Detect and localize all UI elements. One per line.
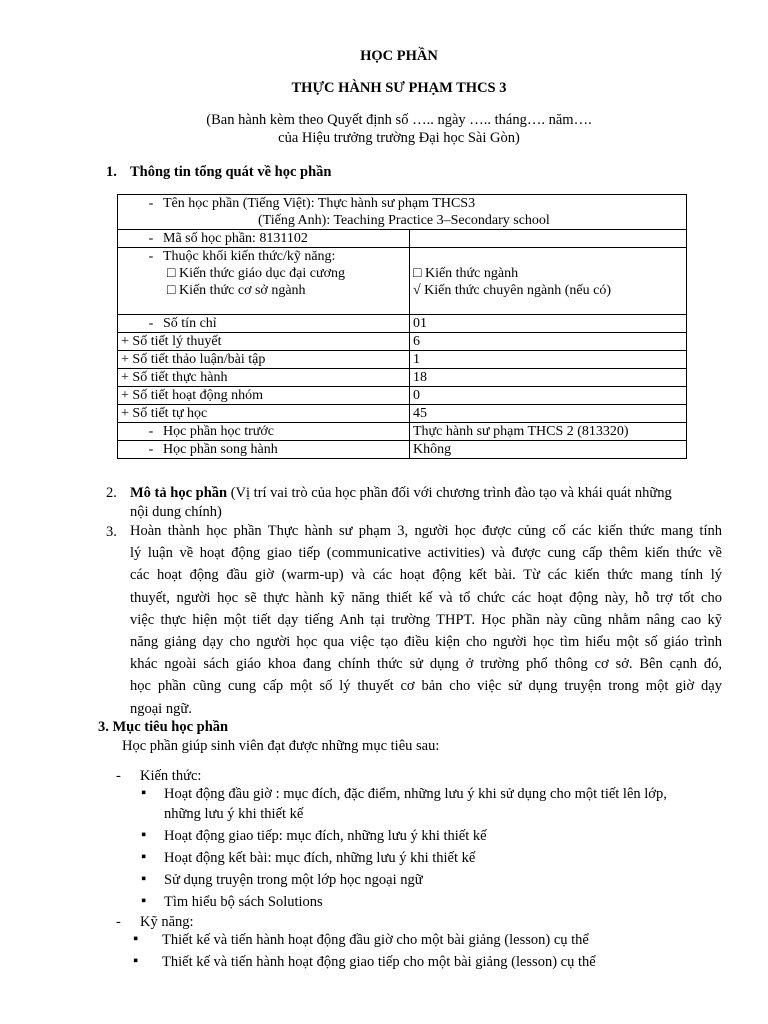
- row-label-cell: [118, 351, 410, 369]
- paragraph-line: các hoạt động đầu giờ (warm-up) và các hoạt động kết bài. Từ các kiến thức mang tính lý: [130, 567, 722, 584]
- paragraph-line: khác ngoài sách giáo khoa đang chính thức sử dụng ở trường phổ thông cơ sở. Bên cạnh đó,: [130, 656, 722, 673]
- section-3-number: 3.: [98, 719, 109, 735]
- table-row: [118, 369, 687, 387]
- knowledge-item: Hoạt động giao tiếp: mục đích, những lưu ý khi thiết kế: [164, 828, 487, 844]
- row-label: Học phần song hành: [163, 442, 278, 457]
- section-2-desc: (Vị trí vai trò của học phần đối với chương trình đào tạo và khái quát những: [227, 485, 672, 501]
- course-name-vi: Tên học phần (Tiếng Việt): Thực hành sư phạm THCS3: [163, 196, 476, 211]
- course-code-value-cell: [410, 230, 687, 248]
- table-row: [118, 387, 687, 405]
- section-1-number: 1.: [106, 164, 117, 180]
- row-prefix: -: [148, 424, 154, 439]
- section-3-intro: Học phần giúp sinh viên đạt được những mục tiêu sau:: [122, 738, 440, 754]
- knowledge-item: Hoạt động đầu giờ : mục đích, đặc điểm, những lưu ý khi sử dụng cho một tiết lên lớp,: [164, 786, 667, 802]
- row-label: Số tiết thảo luận/bài tập: [132, 352, 266, 367]
- doc-title: HỌC PHẦN: [360, 48, 438, 64]
- paragraph-number: 3.: [106, 524, 117, 540]
- issued-line-1: (Ban hành kèm theo Quyết định số ….. ngày ….. tháng…. năm….: [206, 112, 592, 128]
- skills-label: Kỹ năng:: [140, 914, 194, 930]
- square-bullet-icon: ▪: [141, 849, 147, 865]
- dash-bullet: -: [116, 768, 121, 784]
- option-specialization: √ Kiến thức chuyên ngành (nếu có): [413, 283, 611, 298]
- row-label-cell: [118, 315, 410, 333]
- paragraph-line: ngoại ngữ.: [130, 700, 192, 717]
- row-prefix: +: [121, 406, 129, 421]
- knowledge-item: Sử dụng truyện trong một lớp học ngoại ngữ: [164, 872, 423, 888]
- row-value: 1: [410, 351, 687, 369]
- knowledge-options-cell: [410, 248, 687, 315]
- row-value: 18: [410, 369, 687, 387]
- paragraph-line: lý luận về hoạt động giao tiếp (communicative activities) và được cung cấp thêm kiến thức về: [130, 545, 722, 562]
- table-row: [118, 441, 687, 459]
- skills-item: Thiết kế và tiến hành hoạt động giao tiếp cho một bài giảng (lesson) cụ thể: [162, 954, 596, 970]
- knowledge-block-cell: - Thuộc khối kiến thức/kỹ năng: □ Kiến thức giáo dục đại cương □ Kiến thức cơ sở ngành: [118, 248, 410, 315]
- knowledge-item: Hoạt động kết bài: mục đích, những lưu ý khi thiết kế: [164, 850, 476, 866]
- row-value: 0: [410, 387, 687, 405]
- issued-line-2: của Hiệu trưởng trường Đại học Sài Gòn): [278, 130, 520, 146]
- section-2-line-1: [130, 485, 672, 502]
- course-description-paragraph: [130, 520, 722, 720]
- row-prefix: +: [121, 334, 129, 349]
- section-3-heading-line: [98, 719, 228, 736]
- row-label-cell: [118, 423, 410, 441]
- row-label-cell: [118, 405, 410, 423]
- table-row: [118, 351, 687, 369]
- option-foundation: □ Kiến thức cơ sở ngành: [167, 283, 306, 298]
- row-label: Số tiết thực hành: [132, 370, 228, 385]
- paragraph-line: việc thực hiện một tiết dạy tiếng Anh tại trường THPT. Học phần này cũng nhằm nâng cao kỹ: [130, 611, 722, 628]
- table-row: [118, 315, 687, 333]
- row-label-cell: [118, 369, 410, 387]
- square-bullet-icon: ▪: [133, 953, 139, 969]
- row-value: 6: [410, 333, 687, 351]
- square-bullet-icon: ▪: [141, 871, 147, 887]
- knowledge-item-continued: những lưu ý khi thiết kế: [164, 806, 304, 822]
- row-label: Số tiết lý thuyết: [132, 334, 222, 349]
- row-label-cell: [118, 387, 410, 405]
- row-prefix: +: [121, 352, 129, 367]
- section-2-heading: Mô tả học phần: [130, 485, 228, 501]
- square-bullet-icon: ▪: [133, 931, 139, 947]
- skills-item: Thiết kế và tiến hành hoạt động đầu giờ cho một bài giảng (lesson) cụ thể: [162, 932, 589, 948]
- paragraph-line: Hoàn thành học phần Thực hành sư phạm 3, người học được củng cố các kiến thức mang tính: [130, 523, 722, 539]
- row-prefix: -: [148, 316, 154, 331]
- row-prefix: +: [121, 370, 129, 385]
- square-bullet-icon: ▪: [141, 827, 147, 843]
- table-row: [118, 230, 687, 248]
- paragraph-line: năng giảng dạy cho người học qua việc tạo điều kiện cho người học tìm hiểu một số giáo trình: [130, 634, 722, 651]
- row-label: Số tiết tự học: [132, 406, 208, 421]
- row-value: 45: [410, 405, 687, 423]
- square-bullet-icon: ▪: [141, 785, 147, 801]
- knowledge-item: Tìm hiểu bộ sách Solutions: [164, 894, 323, 910]
- row-value: Không: [410, 441, 687, 459]
- row-value: 01: [410, 315, 687, 333]
- course-name-cell: - Tên học phần (Tiếng Việt): Thực hành sư phạm THCS3 (Tiếng Anh): Teaching Practice 3–Secondary school: [118, 195, 687, 230]
- course-code-label: Mã số học phần: 8131102: [163, 231, 308, 246]
- row-label: Số tín chỉ: [163, 316, 217, 331]
- option-major: □ Kiến thức ngành: [413, 266, 519, 281]
- table-row: [118, 195, 687, 230]
- paragraph-line: thuyết, người học sẽ thực hành kỹ năng thiết kế và tổ chức các hoạt động này, hỗ trợ tốt cho: [130, 589, 722, 606]
- table-row: [118, 405, 687, 423]
- dash-bullet: -: [116, 914, 121, 930]
- row-label-cell: [118, 441, 410, 459]
- knowledge-label: Kiến thức:: [140, 768, 202, 784]
- section-2-number: 2.: [106, 485, 117, 501]
- square-bullet-icon: ▪: [141, 893, 147, 909]
- table-row: [118, 333, 687, 351]
- row-label: Số tiết hoạt động nhóm: [132, 388, 264, 403]
- option-general-education: □ Kiến thức giáo dục đại cương: [167, 266, 345, 281]
- row-value: Thực hành sư phạm THCS 2 (813320): [410, 423, 687, 441]
- table-row: [118, 248, 687, 315]
- course-info-table: [117, 194, 687, 459]
- table-row: [118, 423, 687, 441]
- section-1-heading: Thông tin tổng quát về học phần: [130, 164, 332, 180]
- row-prefix: -: [148, 442, 154, 457]
- row-label: Học phần học trước: [163, 424, 275, 439]
- course-name-en: (Tiếng Anh): Teaching Practice 3–Secondary school: [258, 213, 550, 228]
- course-code-cell: - Mã số học phần: 8131102: [118, 230, 410, 248]
- paragraph-line: học phần cũng cung cấp một số lý thuyết cơ bản cho việc sử dụng truyện trong một giờ dạy: [130, 678, 722, 695]
- section-2-line-2: nội dung chính): [130, 504, 222, 520]
- doc-subtitle: THỰC HÀNH SƯ PHẠM THCS 3: [291, 80, 507, 96]
- row-label-cell: [118, 333, 410, 351]
- knowledge-block-label: Thuộc khối kiến thức/kỹ năng:: [163, 249, 336, 264]
- section-3-heading: Mục tiêu học phần: [112, 719, 229, 735]
- row-prefix: +: [121, 388, 129, 403]
